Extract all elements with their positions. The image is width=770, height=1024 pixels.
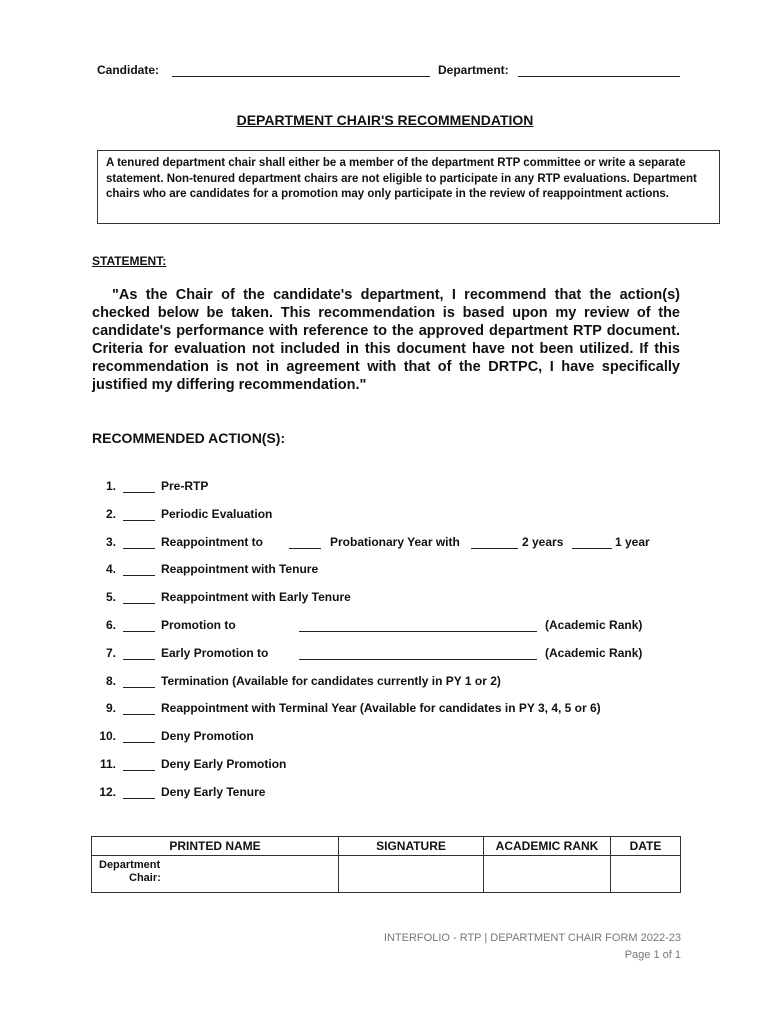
action-label: Pre-RTP [161,479,209,493]
action-check-blank[interactable] [123,687,155,688]
academic-rank-label: (Academic Rank) [545,618,643,632]
academic-rank-label: (Academic Rank) [545,646,643,660]
signature-table [91,836,681,893]
action-label: Promotion to [161,618,236,632]
statement-text: "As the Chair of the candidate's department, I recommend that the action(s) checked below be taken. This recommendation is based upon my review of the candidate's performance with reference to the approved department RTP document. Criteria for evaluation not included in this document have not been utilized. If this recommendation is not in agreement with that of the DRTPC, I have specifically justified my differing recommendation." [92,287,680,393]
action-label: Reappointment with Early Tenure [161,590,351,604]
action-check-blank[interactable] [123,798,155,799]
footer-form-name: INTERFOLIO - RTP | DEPARTMENT CHAIR FORM 2022-23 [383,932,681,944]
two-years-label: 2 years [522,535,564,549]
probationary-year-label: Probationary Year with [330,535,460,549]
action-number: 8. [105,674,116,688]
action-check-blank[interactable] [123,492,155,493]
action-label: Reappointment with Tenure [161,562,319,576]
action-label: Periodic Evaluation [161,507,273,521]
date-cell[interactable] [611,856,681,893]
action-number: 1. [105,479,116,493]
signature-cell[interactable] [339,856,484,893]
action-label: Reappointment to [161,535,263,549]
col-academic-rank: ACADEMIC RANK [484,837,611,856]
candidate-field[interactable] [172,76,430,77]
action-number: 2. [105,507,116,521]
action-check-blank[interactable] [123,548,155,549]
printed-name-cell[interactable] [92,856,339,893]
action-number: 12. [99,785,116,799]
action-label: Termination (Available for candidates currently in PY 1 or 2) [161,674,501,688]
page-title: DEPARTMENT CHAIR'S RECOMMENDATION [236,112,534,128]
department-field[interactable] [518,76,680,77]
department-label: Department: [438,63,509,77]
action-check-blank[interactable] [123,742,155,743]
academic-rank-blank[interactable] [299,659,537,660]
action-check-blank[interactable] [123,575,155,576]
col-printed-name: PRINTED NAME [92,837,339,856]
statement-label: STATEMENT: [92,254,167,268]
action-label: Deny Early Tenure [161,785,266,799]
footer-page-number: Page 1 of 1 [624,949,681,961]
col-signature: SIGNATURE [339,837,484,856]
action-label: Early Promotion to [161,646,269,660]
one-year-label: 1 year [615,535,650,549]
action-label: Deny Early Promotion [161,757,287,771]
action-check-blank[interactable] [123,631,155,632]
action-number: 5. [105,590,116,604]
action-number: 7. [105,646,116,660]
academic-rank-blank[interactable] [299,631,537,632]
action-number: 9. [105,701,116,715]
col-date: DATE [611,837,681,856]
table-row [92,856,681,893]
action-label: Deny Promotion [161,729,254,743]
probationary-year-blank[interactable] [289,548,321,549]
signature-table-header [92,837,681,856]
action-check-blank[interactable] [123,603,155,604]
action-number: 11. [99,757,116,771]
action-number: 4. [105,562,116,576]
one-year-blank[interactable] [572,548,612,549]
footer [384,930,681,964]
row-label [93,857,337,887]
actions-heading: RECOMMENDED ACTION(S): [92,430,286,446]
notice-box: A tenured department chair shall either be a member of the department RTP committee or write a separate statement. Non-tenured department chairs are not eligible to participate in any RTP evaluations. Department chairs who are candidates for a promotion may only participate in the review of reappointment actions. [97,150,720,224]
action-number: 3. [105,535,116,549]
row-label-line2: Chair: [129,872,161,884]
academic-rank-cell[interactable] [484,856,611,893]
action-number: 6. [105,618,116,632]
two-years-blank[interactable] [471,548,518,549]
candidate-label: Candidate: [97,63,160,77]
action-number: 10. [99,729,116,743]
action-check-blank[interactable] [123,659,155,660]
action-check-blank[interactable] [123,714,155,715]
action-check-blank[interactable] [123,520,155,521]
action-label: Reappointment with Terminal Year (Available for candidates in PY 3, 4, 5 or 6) [161,701,601,715]
row-label-line1: Department [99,859,161,871]
action-check-blank[interactable] [123,770,155,771]
